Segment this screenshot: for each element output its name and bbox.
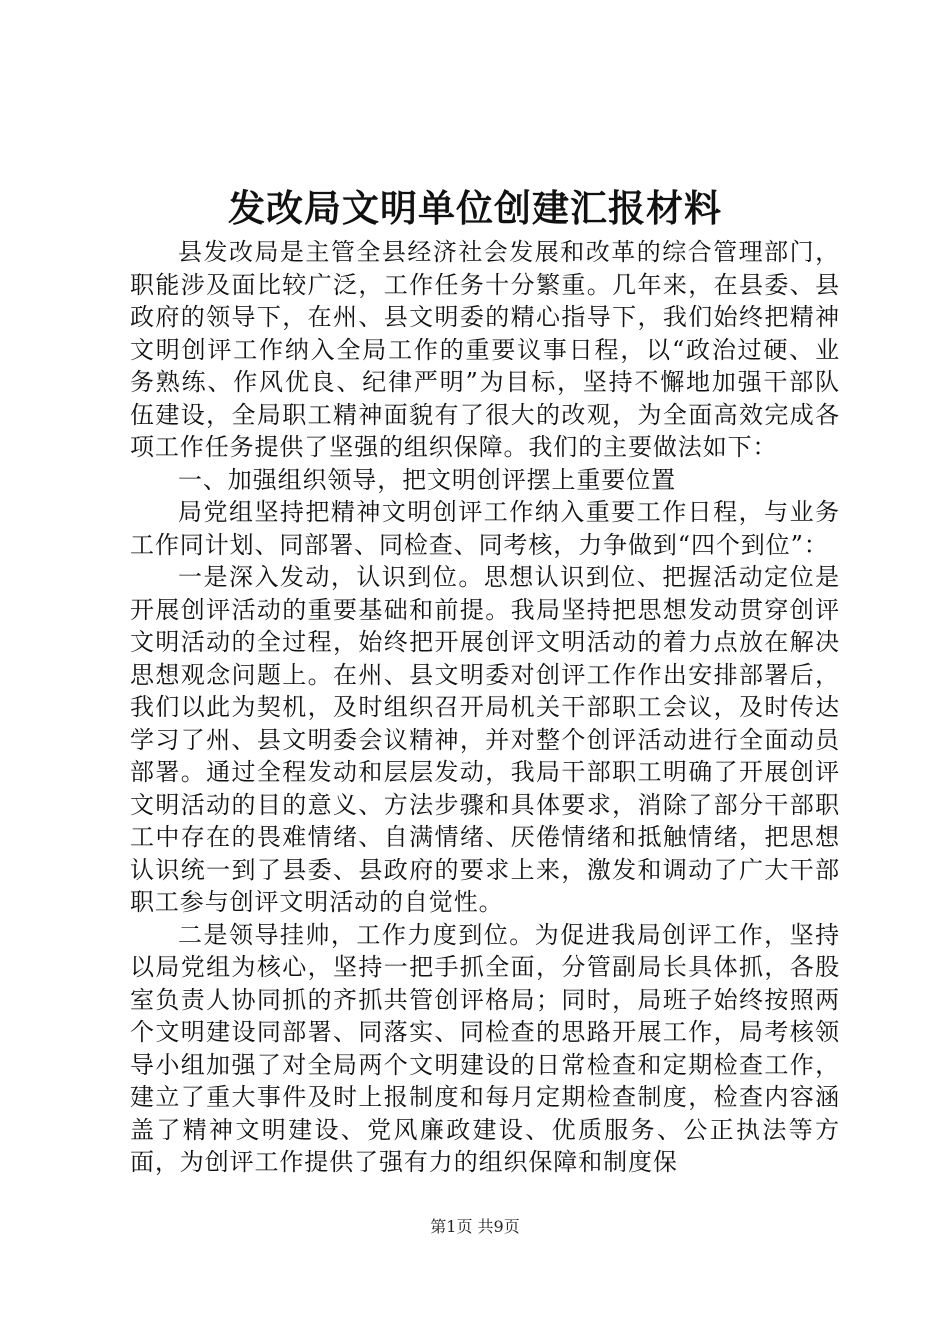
page-number-footer: 第1页 共9页 [430, 1217, 520, 1236]
paragraph-intro: 县发改局是主管全县经济社会发展和改革的综合管理部门，职能涉及面比较广泛，工作任务十分繁重。几年来，在县委、县政府的领导下，在州、县文明委的精心指导下，我们始终把精神文明创评工作纳入全局工作的重要议事日程，以“政治过硬、业务熟练、作风优良、纪律严明”为目标，坚持不懈地加强干部队伍建设，全局职工精神面貌有了很大的改观，为全面高效完成各项工作任务提供了坚强的组织保障。我们的主要做法如下： [130, 238, 840, 461]
document-title: 发改局文明单位创建汇报材料 [228, 186, 722, 230]
document-body [130, 236, 840, 1179]
section-heading-1: 一、加强组织领导，把文明创评摆上重要位置 [178, 465, 676, 494]
paragraph-point-2: 二是领导挂帅，工作力度到位。为促进我局创评工作，坚持以局党组为核心，坚持一把手抓全面，分管副局长具体抓，各股室负责人协同抓的齐抓共管创评格局；同时，局班子始终按照两个文明建设同部署、同落实、同检查的思路开展工作，局考核领导小组加强了对全局两个文明建设的日常检查和定期检查工作，建立了重大事件及时上报制度和每月定期检查制度，检查内容涵盖了精神文明建设、党风廉政建设、优质服务、公正执法等方面，为创评工作提供了强有力的组织保障和制度保 [130, 920, 840, 1176]
paragraph-point-1: 一是深入发动，认识到位。思想认识到位、把握活动定位是开展创评活动的重要基础和前提。我局坚持把思想发动贯穿创评文明活动的全过程，始终把开展创评文明活动的着力点放在解决思想观念问题上。在州、县文明委对创评工作作出安排部署后，我们以此为契机，及时组织召开局机关干部职工会议，及时传达学习了州、县文明委会议精神，并对整个创评活动进行全面动员部署。通过全程发动和层层发动，我局干部职工明确了开展创评文明活动的目的意义、方法步骤和具体要求，消除了部分干部职工中存在的畏难情绪、自满情绪、厌倦情绪和抵触情绪，把思想认识统一到了县委、县政府的要求上来，激发和调动了广大干部职工参与创评文明活动的自觉性。 [130, 563, 840, 916]
paragraph-section-1: 局党组坚持把精神文明创评工作纳入重要工作日程，与业务工作同计划、同部署、同检查、同考核，力争做到“四个到位”： [130, 498, 840, 559]
